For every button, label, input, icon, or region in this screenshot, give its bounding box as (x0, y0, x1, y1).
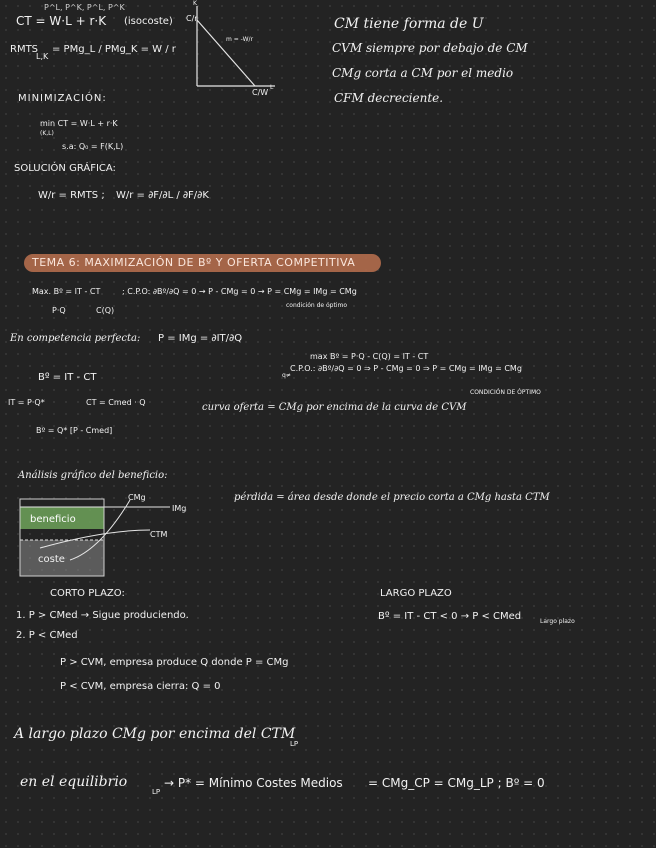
note-cvm: CVM siempre por debajo de CM (332, 41, 528, 55)
min-ct: min CT = W·L + r·K (40, 119, 118, 128)
cpo-1: ; C.P.O: ∂Bº/∂Q = 0 → P - CMg = 0 → P = CMg = IMg = CMg (122, 287, 357, 296)
curva-oferta: curva oferta = CMg por encima de la curva de CVM (202, 402, 467, 413)
competencia-label: En competencia perfecta: (10, 333, 141, 344)
b-it-ct: Bº = IT - CT (38, 372, 97, 383)
isocost-line (197, 20, 255, 86)
cpo-2: C.P.O.: ∂Bº/∂Q = 0 ⇒ P - CMg = 0 ⇒ P = CMg = IMg = CMg (290, 364, 522, 373)
minimizacion-title: MINIMIZACIÓN: (18, 93, 107, 104)
sa-constraint: s.a: Q₀ = F(K,L) (62, 142, 124, 151)
rmts-label: RMTS (10, 44, 39, 55)
solucion-title: SOLUCIÓN GRÁFICA: (14, 163, 116, 174)
graph-x-label: C/W (252, 88, 269, 97)
cond-optimo-2: CONDICIÓN DE ÓPTIMO (470, 389, 541, 396)
b-q: Bº = Q* [P - Cmed] (36, 426, 113, 435)
largo-plazo-title: LARGO PLAZO (380, 588, 452, 599)
perdida-note: pérdida = área desde donde el precio corta a CMg hasta CTM (234, 492, 550, 503)
analysis-title: Análisis gráfico del beneficio: (18, 470, 168, 481)
pq-label: P·Q (52, 306, 66, 315)
corto-sub-1: P > CVM, empresa produce Q donde P = CMg (60, 657, 289, 668)
rmts-eq: = PMg_L / PMg_K = W / r (52, 44, 176, 55)
bottom-line-1: A largo plazo CMg por encima del CTM (14, 726, 296, 742)
bottom-line-1-sub: LP (290, 740, 299, 748)
bottom-line-2: en el equilibrio (20, 774, 128, 790)
bottom-line-2-rest: → P* = Mínimo Costes Medios (164, 776, 343, 790)
w-over-r: W/r = RMTS ; (38, 190, 105, 201)
it-pq: IT = P·Q* (8, 398, 45, 407)
isocost-graph (195, 6, 285, 96)
p-img: P = IMg = ∂IT/∂Q (158, 333, 243, 344)
note-cmg: CMg corta a CM por el medio (332, 66, 514, 80)
cpo-2-sub: q≠ (282, 372, 291, 379)
section-title: TEMA 6: MAXIMIZACIÓN DE Bº Y OFERTA COMPETITIVA (32, 256, 356, 269)
isocoste-label: (isocoste) (124, 16, 173, 27)
max-b: Max. Bº = IT - CT (32, 287, 101, 296)
ctm-label: CTM (150, 530, 168, 539)
corto-item-1: 1. P > CMed → Sigue produciendo. (16, 610, 189, 621)
coste-label: coste (38, 554, 65, 565)
corto-item-2: 2. P < CMed (16, 630, 78, 641)
min-sub: (K,L) (40, 130, 54, 137)
ratio-formula: W/r = ∂F/∂L / ∂F/∂K (116, 190, 209, 201)
benefit-graph (20, 490, 220, 590)
img-label: IMg (172, 504, 187, 513)
largo-plazo-eq-sub: Largo plazo (540, 618, 575, 625)
note-cm-u: CM tiene forma de U (334, 16, 484, 32)
graph-y-top: K (193, 0, 197, 7)
cq-label: C(Q) (96, 306, 115, 315)
exponents: P^L, P^K, P^L, P^K (44, 3, 125, 12)
corto-plazo-title: CORTO PLAZO: (50, 588, 125, 599)
cmg-label: CMg (128, 493, 146, 502)
bottom-line-2-end: = CMg_CP = CMg_LP ; Bº = 0 (368, 776, 545, 790)
cond-optimo: condición de óptimo (286, 302, 348, 309)
max-b-2: max Bº = P·Q - C(Q) = IT - CT (310, 352, 429, 361)
beneficio-label: beneficio (30, 514, 76, 525)
rmts-sub: L,K (36, 52, 49, 61)
largo-plazo-eq: Bº = IT - CT < 0 → P < CMed (378, 611, 522, 622)
corto-sub-2: P < CVM, empresa cierra: Q = 0 (60, 681, 221, 692)
ct-cmed: CT = Cmed · Q (86, 398, 146, 407)
note-cfm: CFM decreciente. (334, 91, 444, 105)
slope-label: m = -W/r (226, 36, 254, 43)
bottom-line-2-sub: LP (152, 788, 161, 796)
graph-y-label: C/r (186, 14, 198, 23)
ct-formula: CT = W·L + r·K (16, 14, 107, 28)
graph-x-end: L (270, 84, 274, 91)
